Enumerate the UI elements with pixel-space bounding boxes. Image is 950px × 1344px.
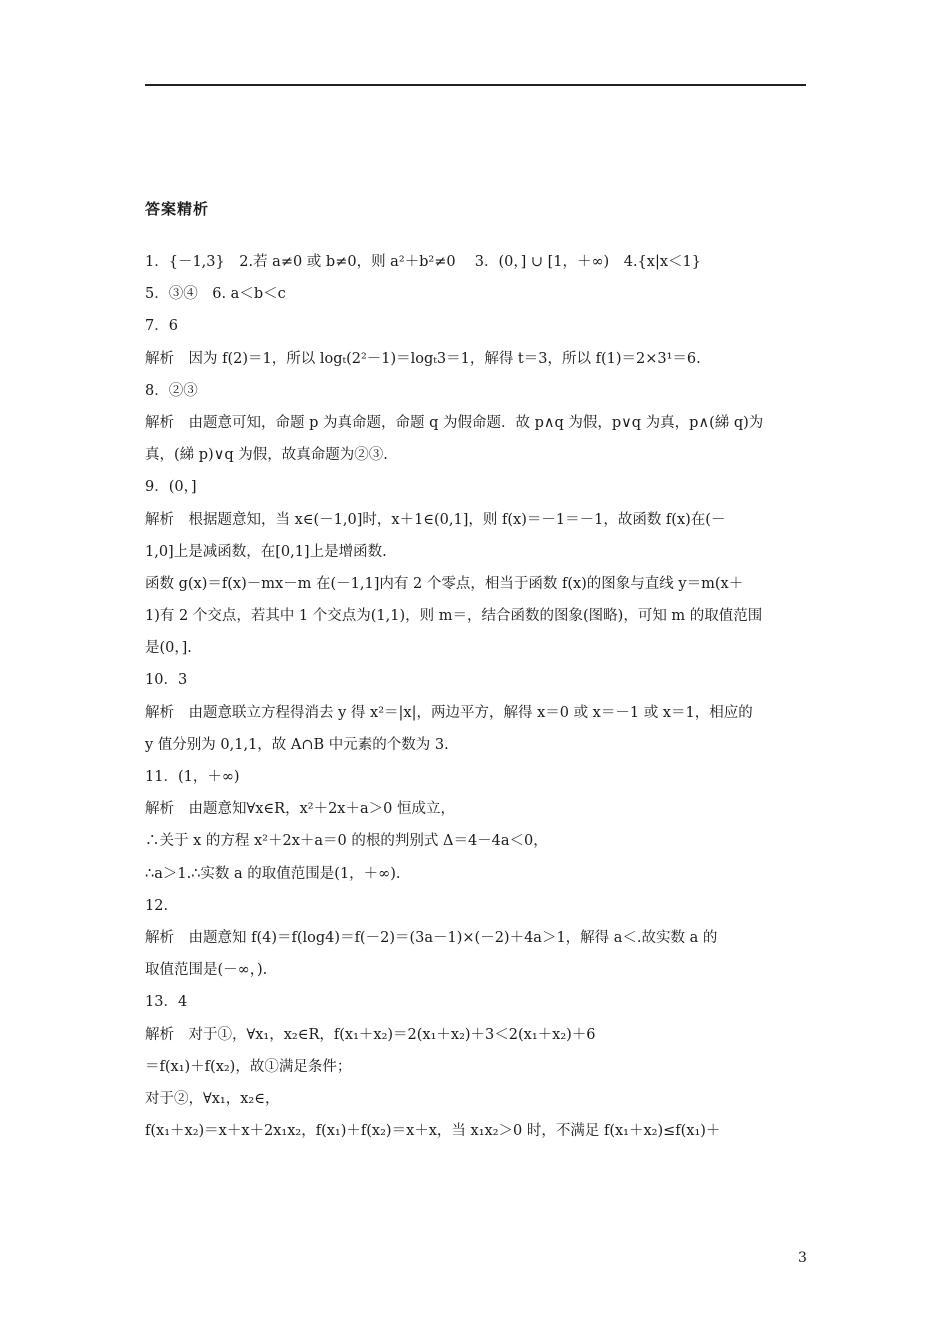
answer-line: 函数 g(x)＝f(x)－mx－m 在(－1,1]内有 2 个零点，相当于函数 f(x)的图象与直线 y＝m(x＋ [145, 575, 744, 592]
answer-line: 1,0]上是减函数，在[0,1]上是增函数. [145, 543, 387, 560]
page-number: 3 [798, 1250, 807, 1266]
answer-line: 解析 由题意知 f(4)＝f(log4)＝f(－2)＝(3a－1)×(－2)＋4a＞1，解得 a＜.故实数 a 的 [145, 929, 718, 946]
answer-line: 解析 由题意联立方程得消去 y 得 x²＝|x|，两边平方，解得 x＝0 或 x＝－1 或 x＝1，相应的 [145, 704, 753, 721]
answer-line: 5．③④ 6. a＜b＜c [145, 286, 286, 303]
answer-line: 13．4 [145, 994, 188, 1011]
answer-line: 1．{－1,3} 2.若 a≠0 或 b≠0，则 a²＋b²≠0 3．(0，] ∪ [1，＋∞) 4.{x|x＜1} [145, 254, 701, 270]
answer-line: 10．3 [145, 672, 188, 689]
answer-line: y 值分别为 0,1,1，故 A∩B 中元素的个数为 3. [145, 736, 449, 753]
answer-line: 真，(綈 p)∨q 为假，故真命题为②③. [145, 447, 388, 464]
answer-line: 是(0，]. [145, 640, 192, 657]
answer-line: 解析 由题意可知，命题 p 为真命题，命题 q 为假命题．故 p∧q 为假，p∨q 为真，p∧(綈 q)为 [145, 414, 764, 431]
answer-line: 取值范围是(－∞，). [145, 962, 268, 979]
answer-line: 解析 因为 f(2)＝1，所以 logₜ(2²－1)＝logₜ3＝1，解得 t＝3，所以 f(1)＝2×3¹＝6. [145, 350, 701, 367]
answer-line: 12. [145, 897, 169, 914]
answer-line: 解析 对于①，∀x₁，x₂∈R，f(x₁＋x₂)＝2(x₁＋x₂)＋3＜2(x₁＋x₂)＋6 [145, 1026, 596, 1043]
answer-line: 7．6 [145, 318, 178, 335]
answer-line: ＝f(x₁)＋f(x₂)，故①满足条件； [145, 1058, 352, 1075]
answer-body [145, 246, 809, 1147]
answer-line: 8．②③ [145, 382, 198, 399]
answer-line: ∴a＞1.∴实数 a 的取值范围是(1，＋∞). [145, 865, 401, 882]
answer-line: 1)有 2 个交点，若其中 1 个交点为(1,1)，则 m＝，结合函数的图象(图略)，可知 m 的取值范围 [145, 608, 763, 625]
answer-line: f(x₁＋x₂)＝x＋x＋2x₁x₂，f(x₁)＋f(x₂)＝x＋x，当 x₁x₂＞0 时，不满足 f(x₁＋x₂)≤f(x₁)＋ [145, 1123, 721, 1140]
answer-line: ∴关于 x 的方程 x²＋2x＋a＝0 的根的判别式 Δ＝4－4a＜0， [145, 833, 548, 850]
answer-line: 解析 根据题意知，当 x∈(－1,0]时，x＋1∈(0,1]，则 f(x)＝－1＝－1，故函数 f(x)在(－ [145, 511, 726, 528]
answer-line: 对于②，∀x₁，x₂∈， [145, 1090, 280, 1107]
header-rule [145, 84, 806, 86]
answer-line: 解析 由题意知∀x∈R，x²＋2x＋a＞0 恒成立， [145, 801, 455, 818]
answer-line: 9．(0，] [145, 479, 197, 496]
answer-line: 11．(1，＋∞) [145, 769, 240, 785]
section-heading: 答案精析 [145, 200, 210, 218]
